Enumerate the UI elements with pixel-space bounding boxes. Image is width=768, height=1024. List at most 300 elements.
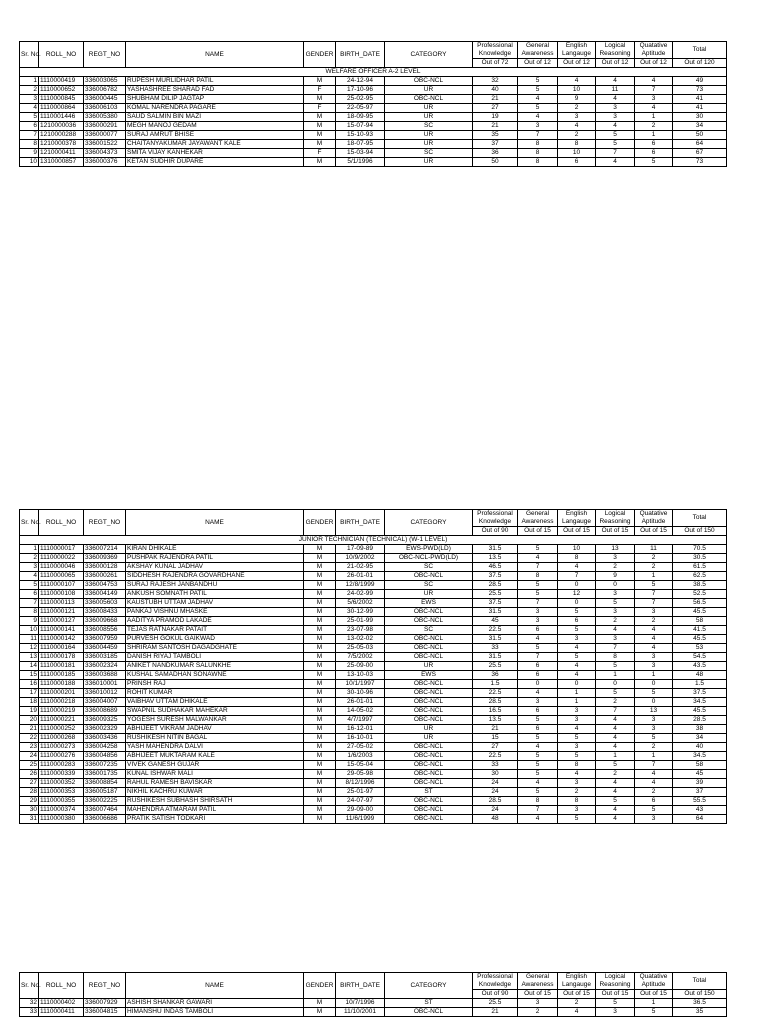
birth-date-cell: 1/6/2003 (336, 752, 385, 761)
name-cell: AKSHAY KUNAL JADHAV (126, 563, 304, 572)
roll-no-cell: 1110000355 (39, 797, 84, 806)
total-cell: 48 (673, 671, 727, 680)
general-awareness-cell: 7 (518, 131, 558, 140)
regt-no-cell: 336004258 (84, 743, 126, 752)
table-row (20, 158, 727, 167)
english-language-cell: 7 (558, 572, 596, 581)
gender-cell: M (304, 797, 336, 806)
category-cell: OBC-NCL (385, 689, 473, 698)
general-awareness-cell: 6 (518, 671, 558, 680)
quantitative-aptitude-cell: 11 (635, 545, 673, 554)
table-row (20, 734, 727, 743)
category-cell: OBC-NCL (385, 608, 473, 617)
total-cell: 35 (673, 1008, 727, 1017)
english-language-cell: 4 (558, 662, 596, 671)
professional-knowledge-cell: 22.5 (473, 626, 518, 635)
table-row (20, 581, 727, 590)
professional-knowledge-cell: 28.5 (473, 698, 518, 707)
professional-knowledge-cell: 31.5 (473, 608, 518, 617)
birth-date-cell: 24-07-97 (336, 797, 385, 806)
logical-reasoning-cell: 5 (596, 797, 635, 806)
total-cell: 58 (673, 617, 727, 626)
category-cell: ST (385, 999, 473, 1008)
regt-no-cell: 336010001 (84, 680, 126, 689)
birth-date-cell: 29-09-00 (336, 806, 385, 815)
birth-date-cell: 5/1/1996 (336, 158, 385, 167)
professional-knowledge-cell: 24 (473, 806, 518, 815)
table-row (20, 590, 727, 599)
name-cell: PANKAJ VISHNU MHASKE (126, 608, 304, 617)
quantitative-aptitude-cell: 1 (635, 752, 673, 761)
professional-knowledge-cell: 13.5 (473, 554, 518, 563)
sr-cell: 7 (20, 131, 39, 140)
general-awareness-cell: 5 (518, 581, 558, 590)
roll-no-cell: 1110001446 (39, 113, 84, 122)
total-cell: 43 (673, 806, 727, 815)
logical-reasoning-cell: 2 (596, 617, 635, 626)
professional-knowledge-cell: 25.5 (473, 662, 518, 671)
table-row (20, 563, 727, 572)
junior-technician-table-block (19, 509, 727, 824)
total-cell: 39 (673, 779, 727, 788)
header-gender: GENDER (304, 510, 336, 536)
out-of-cell: Out of 150 (673, 990, 727, 999)
gender-cell: M (304, 698, 336, 707)
quantitative-aptitude-cell: 1 (635, 113, 673, 122)
out-of-cell: Out of 12 (596, 59, 635, 68)
english-language-cell: 10 (558, 149, 596, 158)
name-cell: SURAJ AMRUT BHISE (126, 131, 304, 140)
roll-no-cell: 1110000108 (39, 590, 84, 599)
category-cell: OBC-NCL (385, 743, 473, 752)
gender-cell: M (304, 734, 336, 743)
logical-reasoning-cell: 4 (596, 788, 635, 797)
header-name: NAME (126, 510, 304, 536)
header-general-awareness: General Awareness (518, 510, 558, 527)
sr-cell: 33 (20, 1008, 39, 1017)
sr-cell: 25 (20, 761, 39, 770)
general-awareness-cell: 3 (518, 617, 558, 626)
category-cell: UR (385, 734, 473, 743)
total-cell: 64 (673, 815, 727, 824)
english-language-cell: 3 (558, 716, 596, 725)
general-awareness-cell: 4 (518, 635, 558, 644)
name-cell: AADITYA PRAMOD LAKADE (126, 617, 304, 626)
regt-no-cell: 336009668 (84, 617, 126, 626)
gender-cell: M (304, 545, 336, 554)
logical-reasoning-cell: 4 (596, 158, 635, 167)
category-cell: SC (385, 149, 473, 158)
general-awareness-cell: 8 (518, 158, 558, 167)
total-cell: 49 (673, 77, 727, 86)
junior-technician-continued-table-block (19, 972, 727, 1017)
roll-no-cell: 1110000046 (39, 563, 84, 572)
professional-knowledge-cell: 37.5 (473, 599, 518, 608)
table-row (20, 725, 727, 734)
quantitative-aptitude-cell: 5 (635, 1008, 673, 1017)
general-awareness-cell: 6 (518, 725, 558, 734)
english-language-cell: 6 (558, 617, 596, 626)
regt-no-cell: 336006782 (84, 86, 126, 95)
logical-reasoning-cell: 4 (596, 626, 635, 635)
header-professional-knowledge: Professional Knowledge (473, 510, 518, 527)
regt-no-cell: 336005187 (84, 788, 126, 797)
sr-cell: 21 (20, 725, 39, 734)
name-cell: ROHIT KUMAR (126, 689, 304, 698)
english-language-cell: 0 (558, 581, 596, 590)
roll-no-cell: 1210000411 (39, 149, 84, 158)
total-cell: 45 (673, 770, 727, 779)
name-cell: ABHIJEET VIKRAM JADHAV (126, 725, 304, 734)
roll-no-cell: 1110000402 (39, 999, 84, 1008)
birth-date-cell: 25-01-99 (336, 617, 385, 626)
regt-no-cell: 336004815 (84, 1008, 126, 1017)
gender-cell: M (304, 743, 336, 752)
birth-date-cell: 7/5/2002 (336, 653, 385, 662)
gender-cell: M (304, 617, 336, 626)
name-cell: SIDDHESH RAJENDRA GOVARDHANE (126, 572, 304, 581)
category-cell: EWS (385, 671, 473, 680)
gender-cell: M (304, 752, 336, 761)
logical-reasoning-cell: 11 (596, 86, 635, 95)
section-title: WELFARE OFFICER A-2 LEVEL (20, 68, 727, 77)
sr-cell: 15 (20, 671, 39, 680)
out-of-cell: Out of 12 (558, 59, 596, 68)
roll-no-cell: 1110000219 (39, 707, 84, 716)
birth-date-cell: 18-09-95 (336, 113, 385, 122)
name-cell: SURAJ RAJESH JANBANDHU (126, 581, 304, 590)
logical-reasoning-cell: 3 (596, 104, 635, 113)
general-awareness-cell: 5 (518, 716, 558, 725)
name-cell: SWAPNIL SUDHAKAR MAHEKAR (126, 707, 304, 716)
category-cell: EWS-PWD(LD) (385, 545, 473, 554)
general-awareness-cell: 6 (518, 662, 558, 671)
general-awareness-cell: 4 (518, 815, 558, 824)
category-cell: OBC-NCL (385, 815, 473, 824)
roll-no-cell: 1110000419 (39, 77, 84, 86)
english-language-cell: 9 (558, 95, 596, 104)
gender-cell: M (304, 140, 336, 149)
sr-cell: 1 (20, 77, 39, 86)
regt-no-cell: 336007214 (84, 545, 126, 554)
birth-date-cell: 17-10-96 (336, 86, 385, 95)
table-row (20, 707, 727, 716)
table-row (20, 716, 727, 725)
gender-cell: M (304, 122, 336, 131)
quantitative-aptitude-cell: 4 (635, 770, 673, 779)
birth-date-cell: 25-09-00 (336, 662, 385, 671)
birth-date-cell: 14-05-02 (336, 707, 385, 716)
name-cell: SHUBHAM DILIP JAGTAP (126, 95, 304, 104)
birth-date-cell: 13-02-02 (336, 635, 385, 644)
gender-cell: M (304, 590, 336, 599)
professional-knowledge-cell: 37 (473, 140, 518, 149)
name-cell: KUSHAL SAMADHAN SONAWNE (126, 671, 304, 680)
sr-cell: 8 (20, 608, 39, 617)
professional-knowledge-cell: 40 (473, 86, 518, 95)
professional-knowledge-cell: 28.5 (473, 797, 518, 806)
general-awareness-cell: 5 (518, 590, 558, 599)
gender-cell: M (304, 581, 336, 590)
table-row (20, 779, 727, 788)
roll-no-cell: 1210000036 (39, 122, 84, 131)
header-quantitative-aptitude: Quatative Aptitude (635, 510, 673, 527)
sr-cell: 28 (20, 788, 39, 797)
birth-date-cell: 16-10-01 (336, 734, 385, 743)
header-logical-reasoning: Logical Reasoning (596, 42, 635, 59)
roll-no-cell: 1110000221 (39, 716, 84, 725)
category-cell: OBC-NCL (385, 770, 473, 779)
sr-cell: 14 (20, 662, 39, 671)
roll-no-cell: 1110000374 (39, 806, 84, 815)
quantitative-aptitude-cell: 3 (635, 95, 673, 104)
roll-no-cell: 1110000188 (39, 680, 84, 689)
birth-date-cell: 10/9/2002 (336, 554, 385, 563)
birth-date-cell: 30-10-96 (336, 689, 385, 698)
quantitative-aptitude-cell: 6 (635, 140, 673, 149)
regt-no-cell: 336010012 (84, 689, 126, 698)
professional-knowledge-cell: 46.5 (473, 563, 518, 572)
logical-reasoning-cell: 1 (596, 671, 635, 680)
english-language-cell: 0 (558, 680, 596, 689)
professional-knowledge-cell: 21 (473, 95, 518, 104)
total-cell: 61.5 (673, 563, 727, 572)
header-total: Total (673, 42, 727, 59)
logical-reasoning-cell: 3 (596, 590, 635, 599)
roll-no-cell: 1110000107 (39, 581, 84, 590)
english-language-cell: 4 (558, 1008, 596, 1017)
table-row (20, 131, 727, 140)
roll-no-cell: 1110000022 (39, 554, 84, 563)
category-cell: OBC-NCL (385, 680, 473, 689)
professional-knowledge-cell: 25.5 (473, 590, 518, 599)
total-cell: 55.5 (673, 797, 727, 806)
quantitative-aptitude-cell: 3 (635, 725, 673, 734)
regt-no-cell: 336003436 (84, 734, 126, 743)
english-language-cell: 5 (558, 815, 596, 824)
birth-date-cell: 8/12/1996 (336, 779, 385, 788)
gender-cell: M (304, 725, 336, 734)
header-roll-no: ROLL_NO (39, 510, 84, 536)
name-cell: KIRAN DHIKALE (126, 545, 304, 554)
roll-no-cell: 1110000113 (39, 599, 84, 608)
name-cell: KAUSTUBH UTTAM JADHAV (126, 599, 304, 608)
general-awareness-cell: 4 (518, 779, 558, 788)
header-sr: Sr. No. (20, 42, 39, 68)
total-cell: 41.5 (673, 626, 727, 635)
logical-reasoning-cell: 5 (596, 689, 635, 698)
header-birth-date: BIRTH_DATE (336, 510, 385, 536)
english-language-cell: 10 (558, 86, 596, 95)
logical-reasoning-cell: 13 (596, 545, 635, 554)
junior-technician-continued-table (19, 972, 727, 1017)
english-language-cell: 2 (558, 788, 596, 797)
logical-reasoning-cell: 4 (596, 716, 635, 725)
logical-reasoning-cell: 2 (596, 563, 635, 572)
table-row (20, 545, 727, 554)
general-awareness-cell: 5 (518, 545, 558, 554)
sr-cell: 20 (20, 716, 39, 725)
english-language-cell: 2 (558, 104, 596, 113)
table-row (20, 797, 727, 806)
total-cell: 28.5 (673, 716, 727, 725)
regt-no-cell: 336007929 (84, 999, 126, 1008)
birth-date-cell: 24-02-99 (336, 590, 385, 599)
english-language-cell: 5 (558, 752, 596, 761)
english-language-cell: 10 (558, 545, 596, 554)
table-row (20, 617, 727, 626)
professional-knowledge-cell: 16.5 (473, 707, 518, 716)
english-language-cell: 3 (558, 806, 596, 815)
header-professional-knowledge: Professional Knowledge (473, 42, 518, 59)
logical-reasoning-cell: 0 (596, 680, 635, 689)
logical-reasoning-cell: 5 (596, 662, 635, 671)
name-cell: YASH MAHENDRA DALVI (126, 743, 304, 752)
roll-no-cell: 1110000283 (39, 761, 84, 770)
logical-reasoning-cell: 7 (596, 149, 635, 158)
gender-cell: M (304, 1008, 336, 1017)
total-cell: 54.5 (673, 653, 727, 662)
professional-knowledge-cell: 33 (473, 761, 518, 770)
english-language-cell: 0 (558, 599, 596, 608)
regt-no-cell: 336008854 (84, 779, 126, 788)
professional-knowledge-cell: 22.5 (473, 689, 518, 698)
quantitative-aptitude-cell: 3 (635, 716, 673, 725)
sr-cell: 18 (20, 698, 39, 707)
category-cell: SC (385, 563, 473, 572)
name-cell: PUSHPAK RAJENDRA PATIL (126, 554, 304, 563)
english-language-cell: 1 (558, 698, 596, 707)
english-language-cell: 4 (558, 671, 596, 680)
birth-date-cell: 10/1/1997 (336, 680, 385, 689)
sr-cell: 19 (20, 707, 39, 716)
quantitative-aptitude-cell: 4 (635, 104, 673, 113)
out-of-cell: Out of 15 (518, 990, 558, 999)
name-cell: SHRIRAM SANTOSH DAGADGHATE (126, 644, 304, 653)
regt-no-cell: 336004373 (84, 149, 126, 158)
sr-cell: 13 (20, 653, 39, 662)
logical-reasoning-cell: 5 (596, 999, 635, 1008)
gender-cell: M (304, 779, 336, 788)
roll-no-cell: 1210000288 (39, 131, 84, 140)
logical-reasoning-cell: 0 (596, 581, 635, 590)
roll-no-cell: 1110000178 (39, 653, 84, 662)
category-cell: UR (385, 590, 473, 599)
birth-date-cell: 16-12-01 (336, 725, 385, 734)
name-cell: YASHASHREE SHARAD FAD (126, 86, 304, 95)
table-row (20, 140, 727, 149)
regt-no-cell: 336003688 (84, 671, 126, 680)
table-row (20, 554, 727, 563)
general-awareness-cell: 5 (518, 761, 558, 770)
english-language-cell: 5 (558, 734, 596, 743)
quantitative-aptitude-cell: 6 (635, 797, 673, 806)
regt-no-cell: 336004459 (84, 644, 126, 653)
professional-knowledge-cell: 36 (473, 671, 518, 680)
gender-cell: M (304, 815, 336, 824)
gender-cell: M (304, 806, 336, 815)
category-cell: OBC-NCL (385, 761, 473, 770)
out-of-cell: Out of 15 (558, 527, 596, 536)
sr-cell: 30 (20, 806, 39, 815)
header-regt-no: REGT_NO (84, 510, 126, 536)
logical-reasoning-cell: 4 (596, 779, 635, 788)
sr-cell: 9 (20, 617, 39, 626)
total-cell: 45.5 (673, 635, 727, 644)
name-cell: ABHIJEET MUKTARAM KALE (126, 752, 304, 761)
table-row (20, 806, 727, 815)
roll-no-cell: 1110000181 (39, 662, 84, 671)
category-cell: SC (385, 581, 473, 590)
regt-no-cell: 336008689 (84, 707, 126, 716)
english-language-cell: 3 (558, 635, 596, 644)
header-quantitative-aptitude: Quatative Aptitude (635, 973, 673, 990)
quantitative-aptitude-cell: 3 (635, 653, 673, 662)
professional-knowledge-cell: 45 (473, 617, 518, 626)
table-row (20, 599, 727, 608)
roll-no-cell: 1110000276 (39, 752, 84, 761)
header-roll-no: ROLL_NO (39, 42, 84, 68)
birth-date-cell: 25-02-95 (336, 95, 385, 104)
sr-cell: 17 (20, 689, 39, 698)
name-cell: KOMAL NARENDRA PAGARE (126, 104, 304, 113)
professional-knowledge-cell: 35 (473, 131, 518, 140)
name-cell: RUPESH MURLIDHAR PATIL (126, 77, 304, 86)
birth-date-cell: 10/7/1996 (336, 999, 385, 1008)
regt-no-cell: 336004753 (84, 581, 126, 590)
logical-reasoning-cell: 3 (596, 554, 635, 563)
gender-cell: F (304, 104, 336, 113)
roll-no-cell: 1110000411 (39, 1008, 84, 1017)
out-of-cell: Out of 72 (473, 59, 518, 68)
regt-no-cell: 336004007 (84, 698, 126, 707)
sr-cell: 5 (20, 581, 39, 590)
birth-date-cell: 30-12-99 (336, 608, 385, 617)
logical-reasoning-cell: 3 (596, 113, 635, 122)
total-cell: 40 (673, 743, 727, 752)
professional-knowledge-cell: 21 (473, 122, 518, 131)
gender-cell: M (304, 113, 336, 122)
quantitative-aptitude-cell: 7 (635, 86, 673, 95)
name-cell: DANISH RIYAJ TAMBOLI (126, 653, 304, 662)
roll-no-cell: 1110000339 (39, 770, 84, 779)
english-language-cell: 4 (558, 644, 596, 653)
out-of-cell: Out of 150 (673, 527, 727, 536)
header-name: NAME (126, 973, 304, 999)
birth-date-cell: 5/6/2002 (336, 599, 385, 608)
welfare-officer-table (19, 41, 727, 167)
sr-cell: 1 (20, 545, 39, 554)
regt-no-cell: 336000261 (84, 572, 126, 581)
quantitative-aptitude-cell: 2 (635, 788, 673, 797)
english-language-cell: 4 (558, 725, 596, 734)
logical-reasoning-cell: 5 (596, 131, 635, 140)
section-title-row (20, 536, 727, 545)
gender-cell: M (304, 563, 336, 572)
category-cell: SC (385, 122, 473, 131)
regt-no-cell: 336007464 (84, 806, 126, 815)
sr-cell: 7 (20, 599, 39, 608)
gender-cell: M (304, 707, 336, 716)
header-english-language: English Langauge (558, 42, 596, 59)
table-row (20, 999, 727, 1008)
logical-reasoning-cell: 4 (596, 725, 635, 734)
birth-date-cell: 11/6/1999 (336, 815, 385, 824)
professional-knowledge-cell: 31.5 (473, 653, 518, 662)
birth-date-cell: 25-01-97 (336, 788, 385, 797)
table-row (20, 689, 727, 698)
logical-reasoning-cell: 4 (596, 743, 635, 752)
